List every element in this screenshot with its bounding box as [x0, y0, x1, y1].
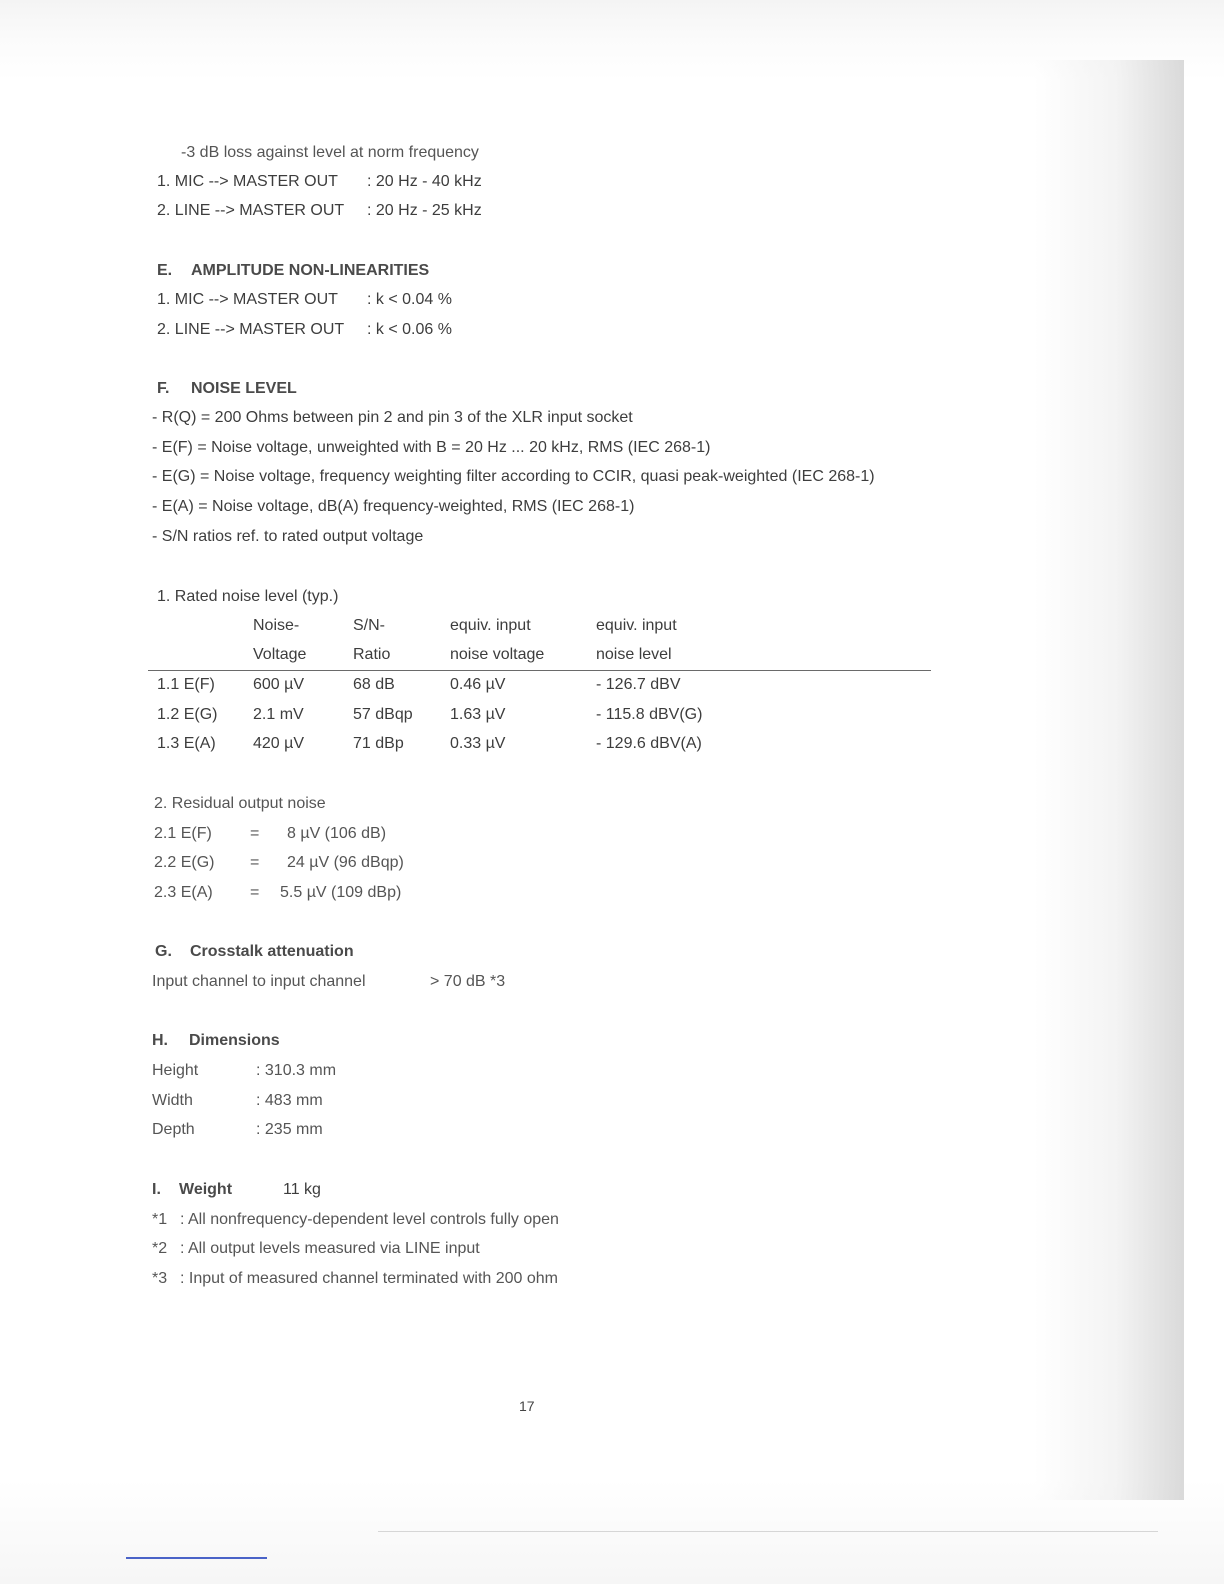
scan-edge-line	[378, 1531, 1158, 1532]
table-cell-equiv-level: - 115.8 dBV(G)	[596, 706, 703, 723]
section-h-letter: H.	[152, 1032, 168, 1049]
section-e-item-label: 2. LINE --> MASTER OUT	[157, 321, 345, 338]
table-header-equiv-level-2: noise level	[596, 646, 672, 663]
table-cell-sn: 68 dB	[353, 676, 395, 693]
table-cell-equiv-voltage: 0.46 µV	[450, 676, 506, 693]
page-number: 17	[519, 1398, 535, 1414]
section-h-title: Dimensions	[189, 1032, 280, 1049]
table-cell-noise: 2.1 mV	[253, 706, 304, 723]
scan-shadow	[1034, 60, 1184, 1500]
freq-item-label: 2. LINE --> MASTER OUT	[157, 202, 345, 219]
section-i-title: Weight	[179, 1181, 233, 1198]
dimension-value: : 483 mm	[256, 1092, 323, 1109]
section-e-item-value: : k < 0.04 %	[367, 291, 452, 308]
dimension-label: Width	[152, 1092, 193, 1109]
section-i-letter: I.	[152, 1181, 161, 1198]
dimension-label: Height	[152, 1062, 199, 1079]
dimension-value: : 310.3 mm	[256, 1062, 337, 1079]
table-cell-sn: 57 dBqp	[353, 706, 413, 723]
section-g-letter: G.	[155, 943, 172, 960]
table-header-noise-2: Voltage	[253, 646, 307, 663]
section-e-letter: E.	[157, 262, 173, 279]
residual-row-eq: =	[250, 884, 260, 901]
table-header-equiv-voltage-2: noise voltage	[450, 646, 545, 663]
freq-item-value: : 20 Hz - 40 kHz	[367, 173, 482, 190]
table-cell-equiv-voltage: 0.33 µV	[450, 735, 506, 752]
footnote-text: : Input of measured channel terminated with 200 ohm	[180, 1270, 558, 1287]
crosstalk-value: > 70 dB *3	[430, 973, 506, 990]
weight-value: 11 kg	[283, 1181, 321, 1198]
section-e-item-label: 1. MIC --> MASTER OUT	[157, 291, 338, 308]
table-cell-noise: 600 µV	[253, 676, 305, 693]
section-e-title: AMPLITUDE NON-LINEARITIES	[191, 262, 430, 279]
table-header-noise-1: Noise-	[253, 617, 300, 634]
freq-response-intro: -3 dB loss against level at norm frequency	[181, 144, 479, 161]
table-cell-equiv-level: - 126.7 dBV	[596, 676, 681, 693]
residual-noise-title: 2. Residual output noise	[154, 795, 326, 812]
dimension-value: : 235 mm	[256, 1121, 323, 1138]
rated-noise-title: 1. Rated noise level (typ.)	[157, 588, 339, 605]
residual-row-eq: =	[250, 825, 260, 842]
footnote-mark: *1	[152, 1211, 168, 1228]
table-row-label: 1.3 E(A)	[157, 735, 216, 752]
footnote-text: : All output levels measured via LINE input	[180, 1240, 480, 1257]
residual-row-value: 24 µV (96 dBqp)	[287, 854, 404, 871]
table-row-label: 1.1 E(F)	[157, 676, 215, 693]
freq-item-value: : 20 Hz - 25 kHz	[367, 202, 482, 219]
noise-note: - E(F) = Noise voltage, unweighted with B = 20 Hz ... 20 kHz, RMS (IEC 268-1)	[152, 439, 711, 456]
residual-row-label: 2.1 E(F)	[154, 825, 212, 842]
section-f-letter: F.	[157, 380, 170, 397]
table-cell-sn: 71 dBp	[353, 735, 404, 752]
blue-underline-mark	[126, 1557, 267, 1559]
noise-note: - E(A) = Noise voltage, dB(A) frequency-weighted, RMS (IEC 268-1)	[152, 498, 635, 515]
dimension-label: Depth	[152, 1121, 195, 1138]
crosstalk-label: Input channel to input channel	[152, 973, 366, 990]
residual-row-label: 2.3 E(A)	[154, 884, 213, 901]
section-g-title: Crosstalk attenuation	[190, 943, 354, 960]
section-f-title: NOISE LEVEL	[191, 380, 297, 397]
table-header-equiv-level-1: equiv. input	[596, 617, 677, 634]
section-e-item-value: : k < 0.06 %	[367, 321, 452, 338]
table-cell-equiv-level: - 129.6 dBV(A)	[596, 735, 702, 752]
noise-note: - S/N ratios ref. to rated output voltage	[152, 528, 424, 545]
freq-item-label: 1. MIC --> MASTER OUT	[157, 173, 338, 190]
footnote-text: : All nonfrequency-dependent level controls fully open	[180, 1211, 559, 1228]
noise-note: - R(Q) = 200 Ohms between pin 2 and pin 3 of the XLR input socket	[152, 409, 633, 426]
table-row-label: 1.2 E(G)	[157, 706, 218, 723]
table-cell-equiv-voltage: 1.63 µV	[450, 706, 506, 723]
table-header-equiv-voltage-1: equiv. input	[450, 617, 531, 634]
table-header-rule	[148, 670, 931, 671]
residual-row-label: 2.2 E(G)	[154, 854, 215, 871]
footnote-mark: *2	[152, 1240, 168, 1257]
table-cell-noise: 420 µV	[253, 735, 305, 752]
residual-row-value: 5.5 µV (109 dBp)	[280, 884, 402, 901]
table-header-sn-2: Ratio	[353, 646, 391, 663]
residual-row-value: 8 µV (106 dB)	[287, 825, 387, 842]
table-header-sn-1: S/N-	[353, 617, 385, 634]
noise-note: - E(G) = Noise voltage, frequency weighting filter according to CCIR, quasi peak-weighted (IEC 268-1)	[152, 468, 875, 485]
residual-row-eq: =	[250, 854, 260, 871]
footnote-mark: *3	[152, 1270, 168, 1287]
